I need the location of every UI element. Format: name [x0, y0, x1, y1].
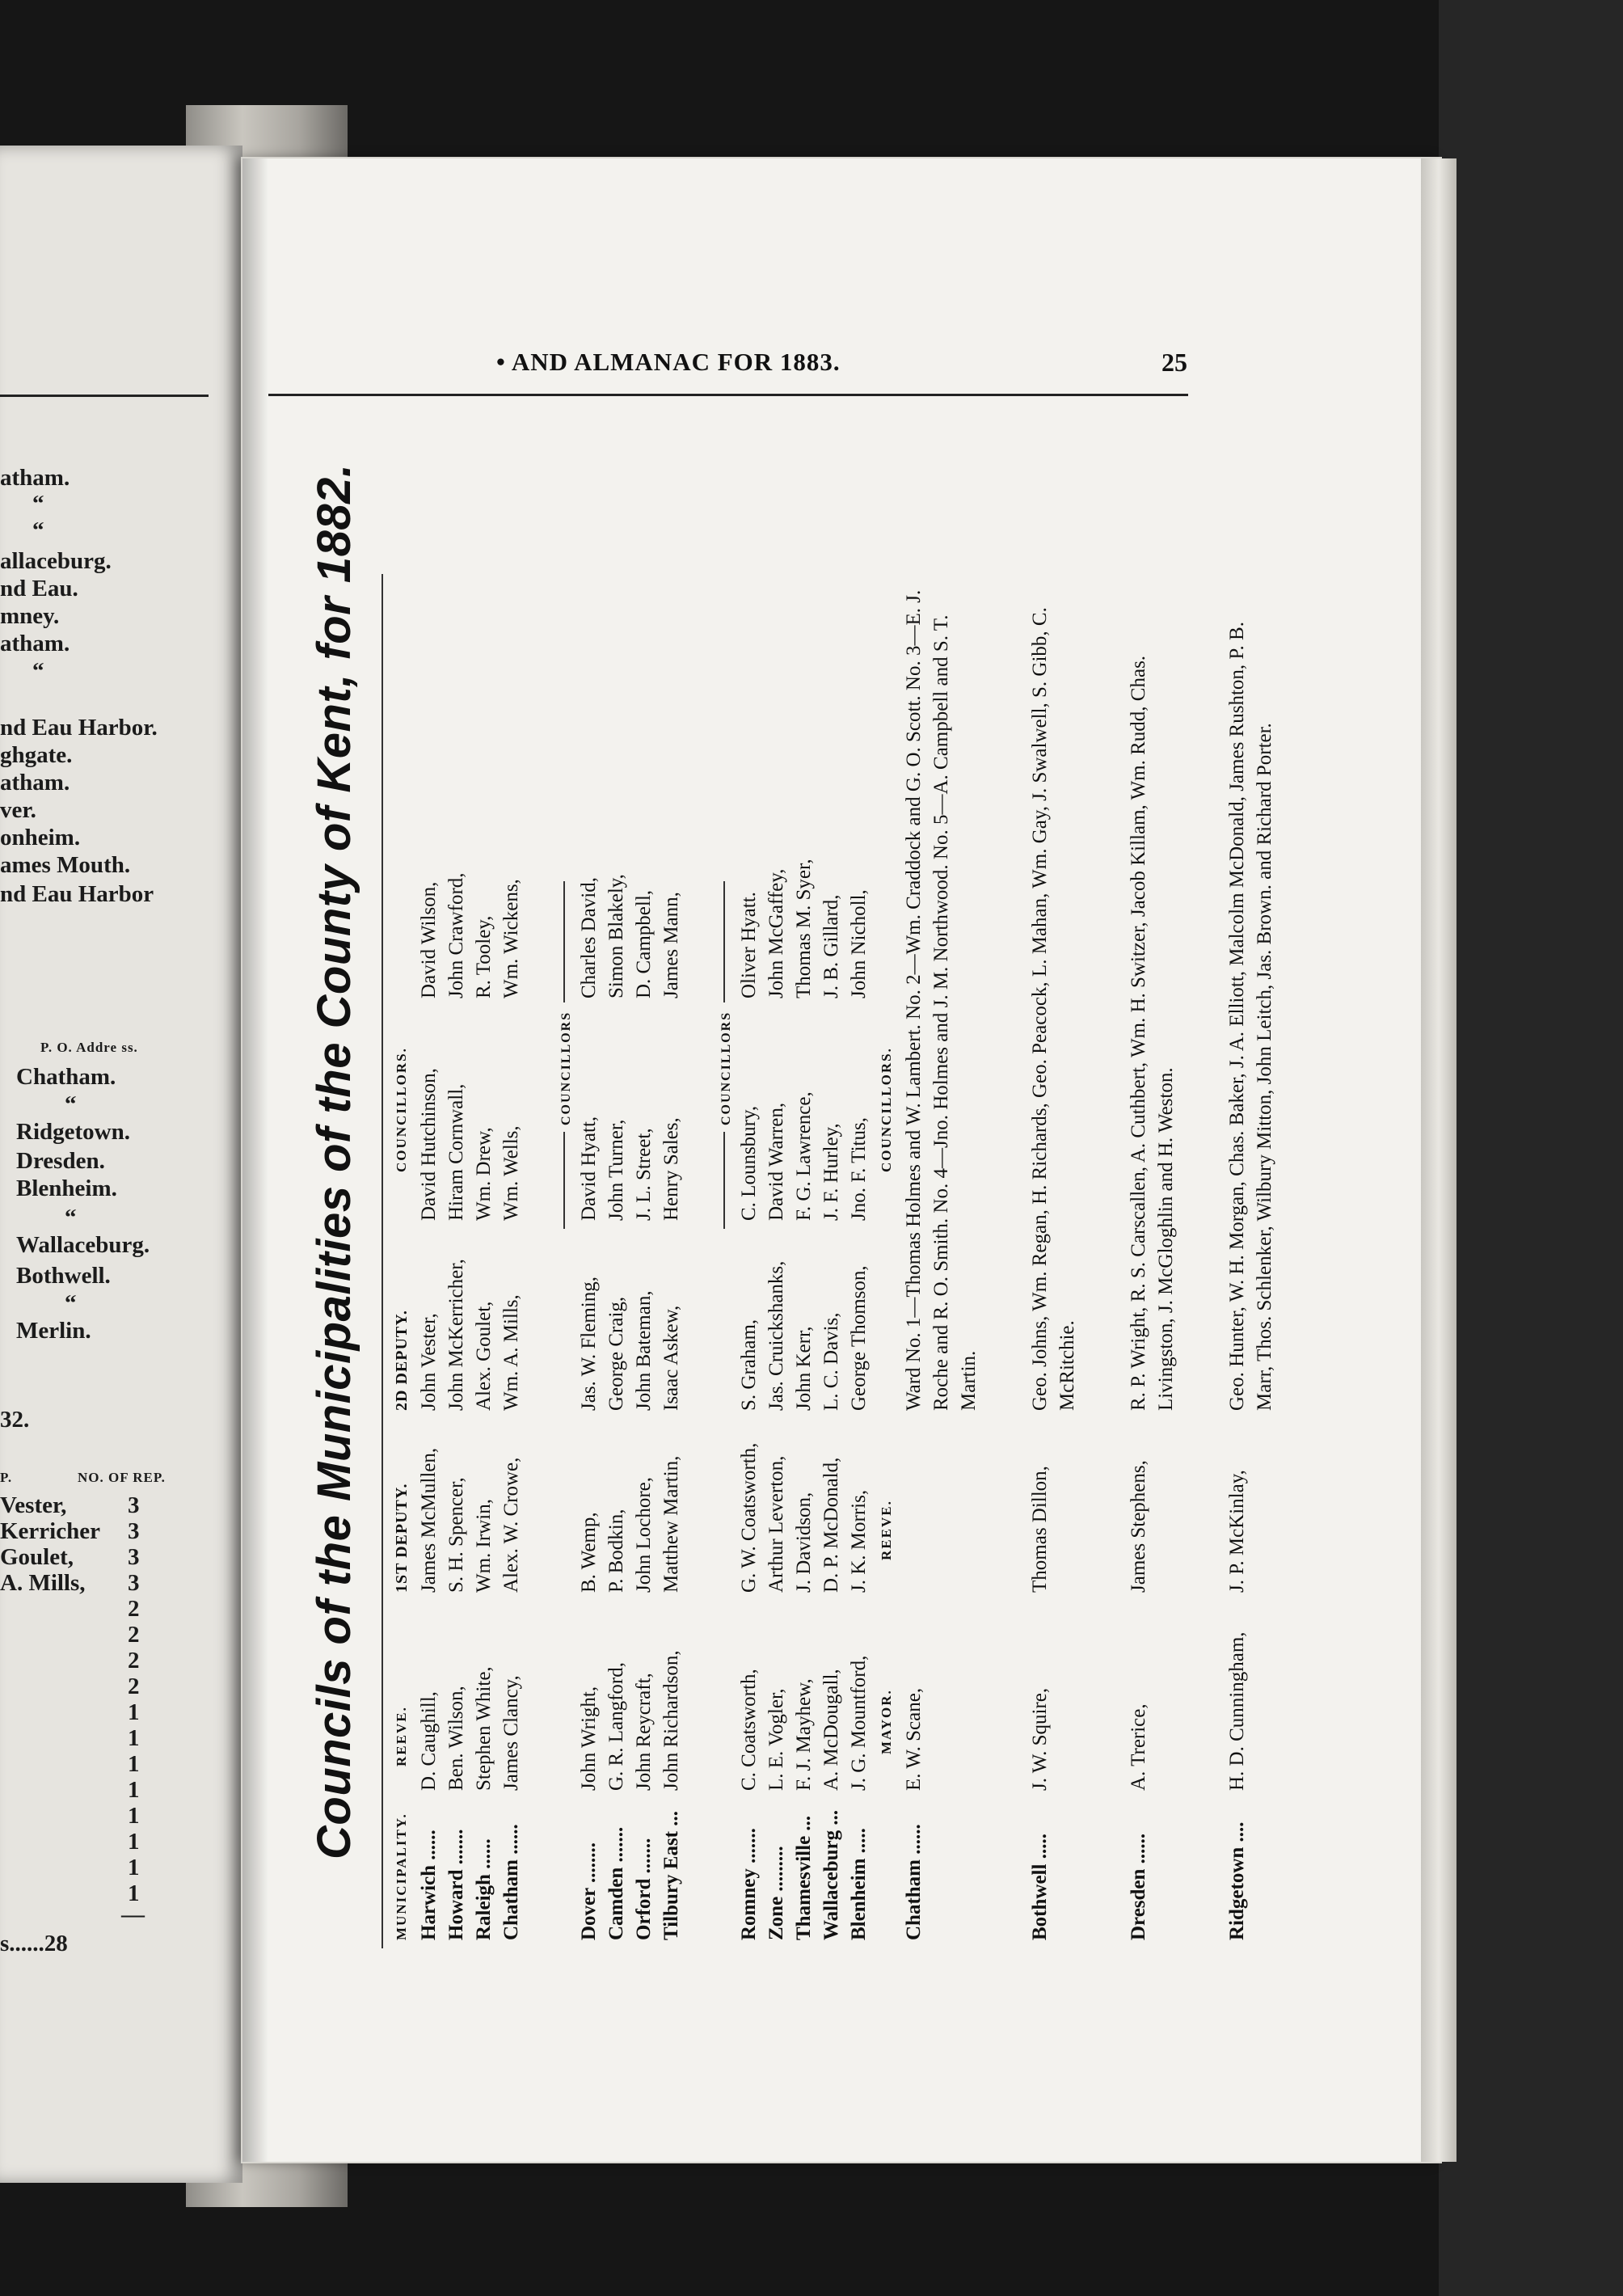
- header-councillors: COUNCILLORS.: [394, 1047, 409, 1172]
- councillor-name: John McGaffey,: [765, 868, 787, 998]
- place-name: mney.: [0, 603, 60, 629]
- header-mayor: MAYOR.: [879, 1689, 894, 1754]
- town-row: [900, 574, 1010, 1948]
- column-header: P.: [0, 1470, 13, 1485]
- place-name: nd Eau Harbor: [0, 881, 154, 907]
- representative-name: Kerricher: [0, 1518, 100, 1544]
- po-address: Ridgetown.: [16, 1119, 130, 1145]
- row-gap: [1010, 574, 1026, 1948]
- table-row: [470, 574, 498, 1948]
- first-deputy-name: James McMullen,: [418, 1447, 440, 1593]
- bracket-line-left: [723, 1132, 725, 1229]
- second-deputy-name: John Kerr,: [793, 1326, 815, 1411]
- mayor-name: E. W. Scane,: [903, 1687, 925, 1791]
- municipality-name: Blenheim .....: [848, 1828, 870, 1940]
- second-deputy-name: John McKerricher,: [445, 1259, 467, 1411]
- reeve-name: John Reycraft,: [633, 1673, 655, 1791]
- councillor-name: David Warren,: [765, 1102, 787, 1221]
- municipality-name: Raleigh ......: [473, 1838, 495, 1940]
- councillor-name: John Crawford,: [445, 872, 467, 998]
- po-address: “: [65, 1205, 77, 1230]
- row-gap: [1109, 574, 1125, 1948]
- towns-header-row: [873, 574, 900, 1948]
- councillor-name: D. Campbell,: [633, 889, 655, 998]
- place-name: “: [32, 491, 44, 517]
- gutter-shadow: [242, 158, 268, 2162]
- bracket-line-left: [563, 1132, 565, 1229]
- councillor-name: Wm. Wickens,: [500, 879, 522, 998]
- second-deputy-name: Jas. Cruickshanks,: [765, 1260, 787, 1411]
- municipality-name: Chatham ......: [500, 1824, 522, 1940]
- representative-name: Goulet,: [0, 1544, 74, 1570]
- first-deputy-name: Wm. Irwin,: [473, 1499, 495, 1593]
- reeve-name: J. P. McKinlay,: [1226, 1470, 1248, 1593]
- councillor-name: Oliver Hyatt.: [738, 892, 760, 998]
- rep-count: 2: [128, 1648, 140, 1673]
- rep-count: 3: [128, 1544, 140, 1570]
- bracket-line-right: [563, 881, 565, 1002]
- header-first-deputy: 1ST DEPUTY.: [393, 1483, 411, 1593]
- rep-count: 1: [128, 1880, 140, 1906]
- bracket-label: COUNCILLORS: [713, 1005, 740, 1132]
- place-name: ghgate.: [0, 742, 73, 768]
- councillor-name: John Nicholl,: [848, 889, 870, 998]
- municipality-name: Howard .......: [445, 1829, 467, 1940]
- second-deputy-name: L. C. Davis,: [820, 1312, 842, 1411]
- first-deputy-name: G. W. Coatsworth,: [738, 1442, 760, 1593]
- year-fragment: 32.: [0, 1407, 30, 1433]
- table-row: [498, 574, 525, 1948]
- councillor-name: Jno. F. Titus,: [848, 1117, 870, 1221]
- first-deputy-name: J. Davidson,: [793, 1492, 815, 1593]
- second-deputy-name: S. Graham,: [738, 1319, 760, 1411]
- first-deputy-name: S. H. Spencer,: [445, 1477, 467, 1593]
- municipality-name: Wallaceburg ...: [820, 1809, 842, 1940]
- municipality-name: Romney .......: [738, 1828, 760, 1940]
- total-line: s......28: [0, 1931, 68, 1956]
- rep-count: 1: [128, 1803, 140, 1829]
- po-address: Chatham.: [16, 1064, 116, 1090]
- reeve-name: A. McDougall,: [820, 1669, 842, 1791]
- row-gap: [525, 574, 553, 1948]
- councillor-name: J. B. Gillard,: [820, 894, 842, 998]
- second-deputy-name: John Bateman,: [633, 1290, 655, 1411]
- councillor-name: Hiram Cornwall,: [445, 1083, 467, 1221]
- po-address: Merlin.: [16, 1318, 91, 1344]
- councillors-list: Ward No. 1—Thomas Holmes and W. Lambert. No. 2—Wm. Craddock and G. O. Scott. No. 3—E. J. Roche and R. O. Smith. No. 4—Jno. Holmes and J. M. Northwood. No. 5—A. Campbell and S. T. Martin.: [903, 589, 980, 1411]
- mayor-name: H. D. Cunningham,: [1226, 1631, 1248, 1791]
- second-deputy-name: Wm. A. Mills,: [500, 1294, 522, 1411]
- rep-count: 3: [128, 1518, 140, 1544]
- representative-name: A. Mills,: [0, 1570, 86, 1596]
- rep-count: 2: [128, 1596, 140, 1622]
- rep-count: 1: [128, 1829, 140, 1855]
- town-row: [1224, 574, 1334, 1948]
- councillors-list: Geo. Johns, Wm. Regan, H. Richards, Geo. Peacock, L. Mahan, Wm. Gay, J. Swalwell, S. Gibb, C. McRitchie.: [1029, 607, 1078, 1411]
- background-dark: [1439, 0, 1623, 2296]
- table-row: [845, 574, 873, 1948]
- table-row: [630, 574, 658, 1948]
- town-row: [1125, 574, 1208, 1948]
- page-edge: [1421, 158, 1456, 2162]
- municipality-name: Chatham ......: [903, 1824, 925, 1940]
- table-title: Councils of the Municipalities of the County of Kent, for 1882.: [308, 463, 360, 1859]
- place-name: allaceburg.: [0, 548, 112, 574]
- first-deputy-name: P. Bodkin,: [605, 1509, 627, 1593]
- councillors-bracket: [713, 574, 736, 1948]
- councillor-name: James Mann,: [660, 892, 682, 998]
- reeve-name: John Richardson,: [660, 1650, 682, 1791]
- table-row: [575, 574, 603, 1948]
- second-deputy-name: Alex. Goulet,: [473, 1301, 495, 1411]
- table-row: [415, 574, 443, 1948]
- rep-count: 2: [128, 1673, 140, 1699]
- councillors-list: R. P. Wright, R. S. Carscallen, A. Cuthbert, Wm. H. Switzer, Jacob Killam, Wm. Rudd, Chas. Livingston, J. McGloghlin and H. Weston.: [1128, 655, 1177, 1411]
- reeve-name: C. Coatsworth,: [738, 1669, 760, 1791]
- rep-count: 1: [128, 1751, 140, 1777]
- second-deputy-name: John Vester,: [418, 1313, 440, 1411]
- reeve-name: D. Caughill,: [418, 1691, 440, 1791]
- place-name: nd Eau.: [0, 576, 78, 601]
- reeve-name: James Clancy,: [500, 1675, 522, 1791]
- title-rule: [382, 574, 383, 1948]
- rep-count: 1: [128, 1725, 140, 1751]
- header-municipality: MUNICIPALITY.: [394, 1813, 409, 1940]
- place-name: “: [32, 658, 44, 684]
- municipality-name: Harwich ......: [418, 1830, 440, 1940]
- place-name: onheim.: [0, 825, 81, 850]
- second-deputy-name: Isaac Askew,: [660, 1305, 682, 1411]
- place-name: ver.: [0, 797, 36, 823]
- councillor-name: J. L. Street,: [633, 1128, 655, 1221]
- table-row: [443, 574, 470, 1948]
- councils-table-rotated: [307, 463, 1275, 1948]
- header-reeve: REEVE.: [394, 1706, 409, 1766]
- po-address-header: P. O. Addre ss.: [40, 1040, 138, 1055]
- municipality-name: Bothwell .....: [1029, 1834, 1051, 1940]
- page-number: 25: [1161, 348, 1187, 377]
- header-second-deputy: 2D DEPUTY.: [393, 1310, 411, 1411]
- total-rule: —: [121, 1901, 145, 1927]
- row-gap: [1334, 574, 1350, 1948]
- place-name: atham.: [0, 465, 70, 491]
- councillor-name: Wm. Drew,: [473, 1127, 495, 1221]
- table-row: [603, 574, 630, 1948]
- first-deputy-name: B. Wemp,: [578, 1512, 600, 1593]
- town-row: [1026, 574, 1109, 1948]
- reeve-name: Ben. Wilson,: [445, 1686, 467, 1791]
- po-address: “: [65, 1290, 77, 1316]
- rep-count: 2: [128, 1622, 140, 1648]
- po-address: “: [65, 1091, 77, 1117]
- mayor-name: J. W. Squire,: [1029, 1687, 1051, 1791]
- po-address: Blenheim.: [16, 1175, 117, 1201]
- first-deputy-name: Arthur Leverton,: [765, 1455, 787, 1593]
- reeve-name: F. J. Mayhew,: [793, 1678, 815, 1791]
- first-deputy-name: D. P. McDonald,: [820, 1457, 842, 1593]
- table-row: [818, 574, 845, 1948]
- table-row: [790, 574, 818, 1948]
- header-reeve: REEVE.: [879, 1500, 894, 1560]
- reeve-name: James Stephens,: [1128, 1460, 1149, 1593]
- councils-table: [388, 574, 1350, 1948]
- table-row: [736, 574, 763, 1948]
- table-row: [658, 574, 685, 1948]
- reeve-name: Thomas Dillon,: [1029, 1466, 1051, 1593]
- councillor-name: David Hyatt,: [578, 1116, 600, 1221]
- municipality-name: Orford .......: [633, 1838, 655, 1940]
- councillor-name: Simon Blakely,: [605, 874, 627, 998]
- municipality-name: Tilbury East ...: [660, 1811, 682, 1940]
- po-address: Wallaceburg.: [16, 1232, 150, 1258]
- second-deputy-name: George Craig,: [605, 1296, 627, 1411]
- reeve-name: Stephen White,: [473, 1666, 495, 1791]
- rep-count: 1: [128, 1855, 140, 1880]
- representative-name: Vester,: [0, 1492, 67, 1518]
- councillor-name: David Hutchinson,: [418, 1068, 440, 1221]
- municipality-name: Thamesville ...: [793, 1815, 815, 1940]
- rep-count: 1: [128, 1699, 140, 1725]
- councillor-name: John Turner,: [605, 1119, 627, 1221]
- councillor-name: C. Lounsbury,: [738, 1105, 760, 1221]
- councillor-name: Wm. Wells,: [500, 1125, 522, 1221]
- municipality-name: Dover ........: [578, 1842, 600, 1940]
- running-head: • AND ALMANAC FOR 1883.: [496, 348, 841, 376]
- place-name: atham.: [0, 770, 70, 796]
- municipality-name: Camden .......: [605, 1826, 627, 1940]
- municipality-name: Ridgetown ....: [1226, 1821, 1248, 1940]
- municipality-name: Dresden ......: [1128, 1833, 1149, 1940]
- place-name: ames Mouth.: [0, 852, 131, 878]
- councillor-name: Charles David,: [578, 877, 600, 998]
- rep-count: 3: [128, 1492, 140, 1518]
- table-row: [763, 574, 790, 1948]
- councillors-list: Geo. Hunter, W. H. Morgan, Chas. Baker, J. A. Elliott, Malcolm McDonald, James Rushton, P. B. Marr, Thos. Schlenker, Wilbury Mitton, John Leitch, Jas. Brown. and Richard Porter.: [1226, 622, 1275, 1411]
- place-name: atham.: [0, 631, 70, 656]
- councillor-name: David Wilson,: [418, 881, 440, 998]
- place-name: “: [32, 517, 44, 543]
- councillor-name: J. F. Hurley,: [820, 1123, 842, 1221]
- rep-count: 3: [128, 1570, 140, 1596]
- reeve-name: L. E. Vogler,: [765, 1688, 787, 1791]
- first-deputy-name: Alex. W. Crowe,: [500, 1457, 522, 1593]
- first-deputy-name: J. K. Morris,: [848, 1489, 870, 1593]
- rep-count: 1: [128, 1777, 140, 1803]
- column-header: NO. OF REP.: [78, 1470, 166, 1485]
- header-rule: [268, 394, 1188, 396]
- municipality-name: Zone .........: [765, 1846, 787, 1940]
- first-deputy-name: Matthew Martin,: [660, 1455, 682, 1593]
- reeve-name: G. R. Langford,: [605, 1662, 627, 1791]
- previous-page-rule: [0, 395, 209, 397]
- row-gap: [1208, 574, 1224, 1948]
- place-name: nd Eau Harbor.: [0, 715, 158, 741]
- councillors-bracket: [553, 574, 575, 1948]
- row-gap: [685, 574, 713, 1948]
- second-deputy-name: Jas. W. Fleming,: [578, 1277, 600, 1411]
- second-deputy-name: George Thomson,: [848, 1265, 870, 1411]
- first-deputy-name: John Lochore,: [633, 1476, 655, 1593]
- bracket-label: COUNCILLORS: [553, 1005, 580, 1132]
- reeve-name: John Wright,: [578, 1686, 600, 1791]
- po-address: Bothwell.: [16, 1263, 111, 1289]
- bracket-line-right: [723, 881, 725, 1002]
- reeve-name: J. G. Mountford,: [848, 1655, 870, 1791]
- table-header-row: [388, 574, 415, 1948]
- councillor-name: F. G. Lawrence,: [793, 1091, 815, 1221]
- mayor-name: A. Trerice,: [1128, 1703, 1149, 1791]
- councillor-name: Henry Sales,: [660, 1117, 682, 1221]
- header-councillors: COUNCILLORS.: [879, 1047, 894, 1172]
- councillor-name: R. Tooley,: [473, 915, 495, 998]
- po-address: Dresden.: [16, 1148, 105, 1174]
- councillor-name: Thomas M. Syer,: [793, 859, 815, 998]
